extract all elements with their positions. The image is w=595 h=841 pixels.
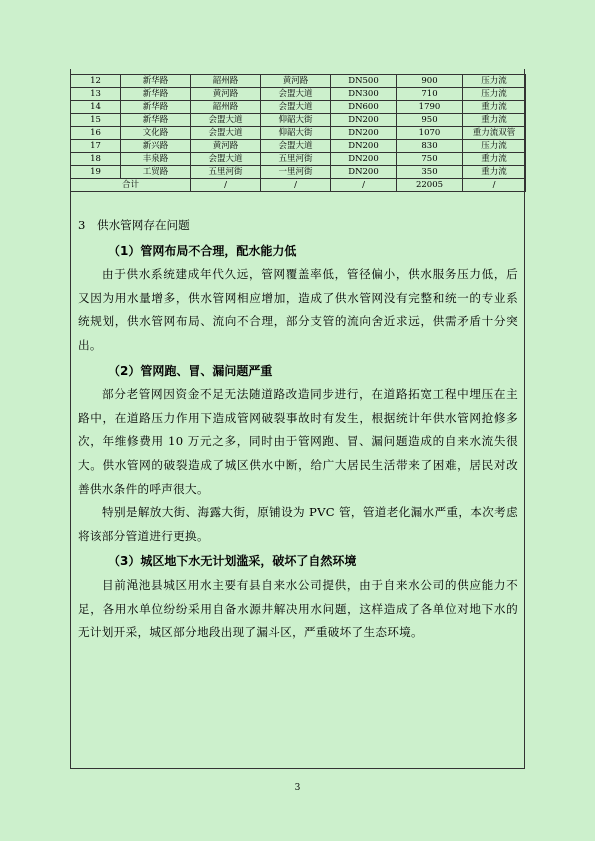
table-cell: 17 xyxy=(71,140,121,153)
table-cell: 丰泉路 xyxy=(121,153,191,166)
table-cell: DN200 xyxy=(331,166,397,179)
table-row xyxy=(71,88,526,101)
table-cell: 新华路 xyxy=(121,114,191,127)
table-cell: 14 xyxy=(71,101,121,114)
table-row xyxy=(71,140,526,153)
table-cell: 重力流 xyxy=(463,166,526,179)
table-cell: 会盟大道 xyxy=(261,101,331,114)
table-cell: 新兴路 xyxy=(121,140,191,153)
table-cell: 19 xyxy=(71,166,121,179)
table-cell: 黄河路 xyxy=(191,140,261,153)
table-cell: DN200 xyxy=(331,114,397,127)
table-row xyxy=(71,114,526,127)
table-cell: 重力流 xyxy=(463,114,526,127)
table-cell: 18 xyxy=(71,153,121,166)
table-cell: / xyxy=(463,179,526,192)
table-cell: 13 xyxy=(71,88,121,101)
table-cell: 一里河街 xyxy=(261,166,331,179)
table-cell: 新华路 xyxy=(121,88,191,101)
table-cell: 会盟大道 xyxy=(261,88,331,101)
table-cell: 韶州路 xyxy=(191,75,261,88)
document-body xyxy=(78,214,518,645)
table-cell: 会盟大道 xyxy=(261,140,331,153)
table-cell: 15 xyxy=(71,114,121,127)
table-cell: DN600 xyxy=(331,101,397,114)
table-cell: DN200 xyxy=(331,127,397,140)
table-row xyxy=(71,101,526,114)
table-cell: 压力流 xyxy=(463,88,526,101)
table-cell: 五里河街 xyxy=(191,166,261,179)
table-cell: 压力流 xyxy=(463,140,526,153)
table-cell: 会盟大道 xyxy=(191,114,261,127)
table-cell: 韶州路 xyxy=(191,101,261,114)
paragraph-3: 特别是解放大街、海露大街，原铺设为 PVC 管，管道老化漏水严重，本次考虑将该部分管道进行更换。 xyxy=(78,505,518,543)
table-cell: 新华路 xyxy=(121,75,191,88)
table-cell: 710 xyxy=(397,88,463,101)
table-cell: 750 xyxy=(397,153,463,166)
total-label: 合计 xyxy=(71,179,191,192)
subheading-1: （1）管网布局不合理，配水能力低 xyxy=(108,243,297,258)
pipe-table xyxy=(70,74,526,192)
table-cell: 仰韶大街 xyxy=(261,114,331,127)
table-cell: 1070 xyxy=(397,127,463,140)
table-cell: 12 xyxy=(71,75,121,88)
subheading-3: （3）城区地下水无计划滥采，破坏了自然环境 xyxy=(108,554,357,569)
table-cell: / xyxy=(261,179,331,192)
table-cell: 重力流 xyxy=(463,101,526,114)
table-cell: 会盟大道 xyxy=(191,127,261,140)
table-row xyxy=(71,127,526,140)
table-cell: 黄河路 xyxy=(261,75,331,88)
table-cell: 950 xyxy=(397,114,463,127)
table-cell: 文化路 xyxy=(121,127,191,140)
table-cell: 工贸路 xyxy=(121,166,191,179)
table-cell: 830 xyxy=(397,140,463,153)
section-title: 3 供水管网存在问题 xyxy=(78,218,190,232)
table-row xyxy=(71,75,526,88)
table-cell: 1790 xyxy=(397,101,463,114)
table-cell: 新华路 xyxy=(121,101,191,114)
table-cell: 350 xyxy=(397,166,463,179)
table-cell: DN300 xyxy=(331,88,397,101)
table-row xyxy=(71,166,526,179)
paragraph-1: 由于供水系统建成年代久远，管网覆盖率低，管径偏小，供水服务压力低，后又因为用水量增多，供水管网相应增加，造成了供水管网没有完整和统一的专业系统规划，供水管网布局、流向不合理，部分支管的流向舍近求远，供需矛盾十分突出。 xyxy=(78,267,518,352)
table-cell: 22005 xyxy=(397,179,463,192)
table-cell: DN200 xyxy=(331,140,397,153)
paragraph-4: 目前渑池县城区用水主要有县自来水公司提供，由于自来水公司的供应能力不足，各用水单位纷纷采用自备水源井解决用水问题，这样造成了各单位对地下水的无计划开采，城区部分地段出现了漏斗区，严重破坏了生态环境。 xyxy=(78,577,518,640)
paragraph-2: 部分老管网因资金不足无法随道路改造同步进行，在道路拓宽工程中埋压在主路中，在道路压力作用下造成管网破裂事故时有发生，根据统计年供水管网抢修多次，年维修费用 10 万元之多，同时由于管网跑、冒、漏问题造成的自来水流失很大。供水管网的破裂造成了城区供水中断，给广大居民生活带来了困难，居民对改善供水条件的呼声很大。 xyxy=(78,387,518,496)
table-cell: 16 xyxy=(71,127,121,140)
table-cell: 仰韶大街 xyxy=(261,127,331,140)
table-cell: 压力流 xyxy=(463,75,526,88)
table-cell: DN200 xyxy=(331,153,397,166)
table-cell: DN500 xyxy=(331,75,397,88)
table-cell: / xyxy=(331,179,397,192)
subheading-2: （2）管网跑、冒、漏问题严重 xyxy=(108,363,273,378)
table-row xyxy=(71,153,526,166)
table-cell: 重力流 xyxy=(463,153,526,166)
table-cell: 900 xyxy=(397,75,463,88)
table-cell: 重力流双管 xyxy=(463,127,526,140)
table-total-row xyxy=(71,179,526,192)
table-cell: 黄河路 xyxy=(191,88,261,101)
table-cell: 会盟大道 xyxy=(191,153,261,166)
table-cell: 五里河街 xyxy=(261,153,331,166)
table-cell: / xyxy=(191,179,261,192)
page-number: 3 xyxy=(294,783,301,793)
